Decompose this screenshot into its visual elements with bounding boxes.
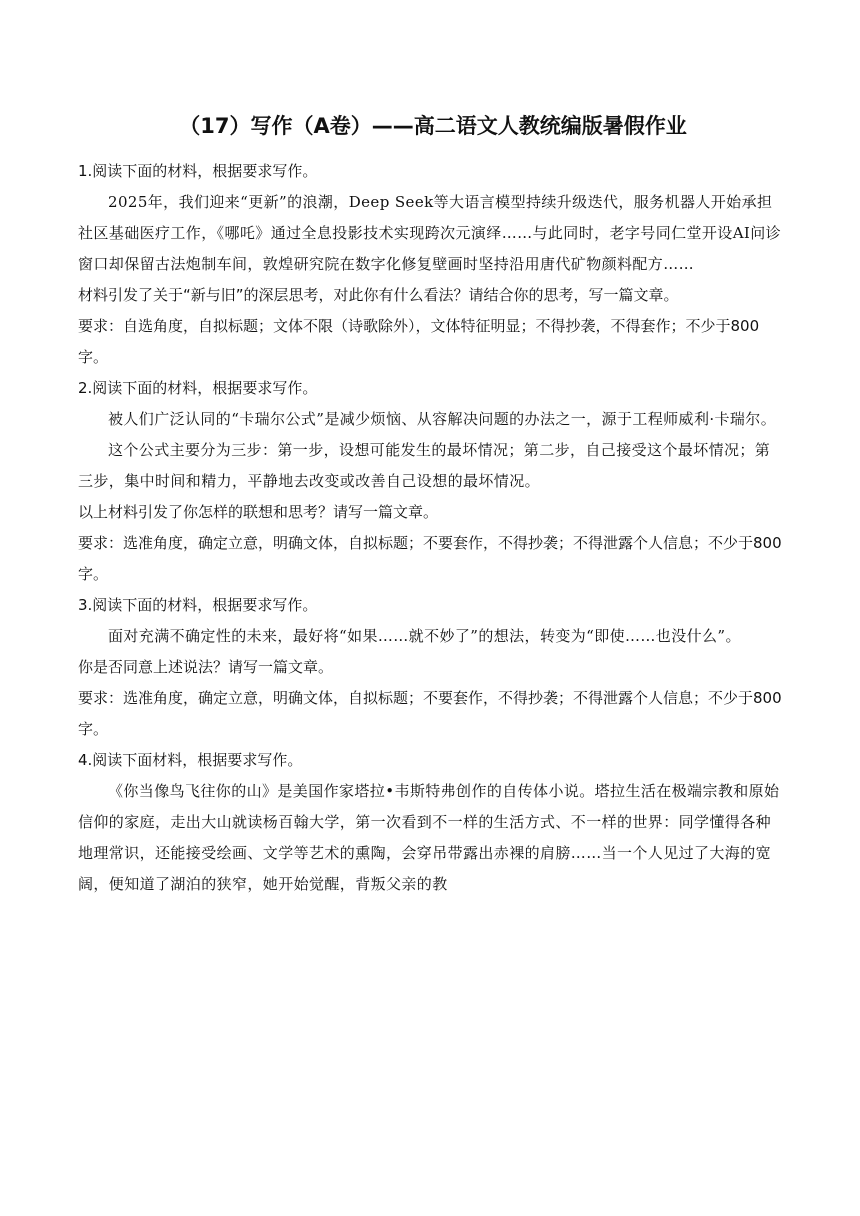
question-4-material-paragraph: 《你当像鸟飞往你的山》是美国作家塔拉•韦斯特弗创作的自传体小说。塔拉生活在极端宗教和原始信仰的家庭，走出大山就读杨百翰大学，第一次看到不一样的生活方式、不一样的世界：同学懂得各种地理常识，还能接受绘画、文学等艺术的熏陶，会穿吊带露出赤裸的肩膀……当一个人见过了大海的宽阔，便知道了湖泊的狭窄，她开始觉醒，背叛父亲的教 xyxy=(78,782,780,893)
question-4-heading: 4.阅读下面材料，根据要求写作。 xyxy=(78,751,303,769)
question-1-material-paragraph: 2025年，我们迎来“更新”的浪潮，Deep Seek等大语言模型持续升级迭代，服务机器人开始承担社区基础医疗工作，《哪吒》通过全息投影技术实现跨次元演绎……与此同时，老字号同仁堂开设AI问诊窗口却保留古法炮制车间，敦煌研究院在数字化修复壁画时坚持沿用唐代矿物颜料配方…… xyxy=(78,193,782,273)
document-title: （17）写作（A卷）——高二语文人教统编版暑假作业 xyxy=(179,114,687,138)
question-1-heading: 1.阅读下面的材料，根据要求写作。 xyxy=(78,162,318,180)
question-3-prompt: 你是否同意上述说法？请写一篇文章。 xyxy=(78,658,334,676)
question-3-material-paragraph: 面对充满不确定性的未来，最好将“如果……就不妙了”的想法，转变为“即使……也没什么”。 xyxy=(108,627,741,645)
question-2-material-paragraph: 被人们广泛认同的“卡瑞尔公式”是减少烦恼、从容解决问题的办法之一，源于工程师威利·卡瑞尔。 xyxy=(108,410,777,428)
question-1-prompt: 材料引发了关于“新与旧”的深层思考，对此你有什么看法？请结合你的思考，写一篇文章。 xyxy=(78,286,679,304)
question-3-requirement: 要求：选准角度，确定立意，明确文体，自拟标题；不要套作，不得抄袭；不得泄露个人信息；不少于800字。 xyxy=(78,689,782,738)
document-content xyxy=(78,156,782,900)
question-2-prompt: 以上材料引发了你怎样的联想和思考？请写一篇文章。 xyxy=(78,503,439,521)
question-2-material-paragraph: 这个公式主要分为三步：第一步，设想可能发生的最坏情况；第二步，自己接受这个最坏情况；第三步，集中时间和精力，平静地去改变或改善自己设想的最坏情况。 xyxy=(78,441,771,490)
question-2-requirement: 要求：选准角度，确定立意，明确文体，自拟标题；不要套作，不得抄袭；不得泄露个人信息；不少于800字。 xyxy=(78,534,782,583)
question-2-heading: 2.阅读下面的材料，根据要求写作。 xyxy=(78,379,318,397)
question-3-heading: 3.阅读下面的材料，根据要求写作。 xyxy=(78,596,318,614)
question-1-requirement: 要求：自选角度，自拟标题；文体不限（诗歌除外），文体特征明显；不得抄袭，不得套作；不少于800字。 xyxy=(78,317,760,366)
